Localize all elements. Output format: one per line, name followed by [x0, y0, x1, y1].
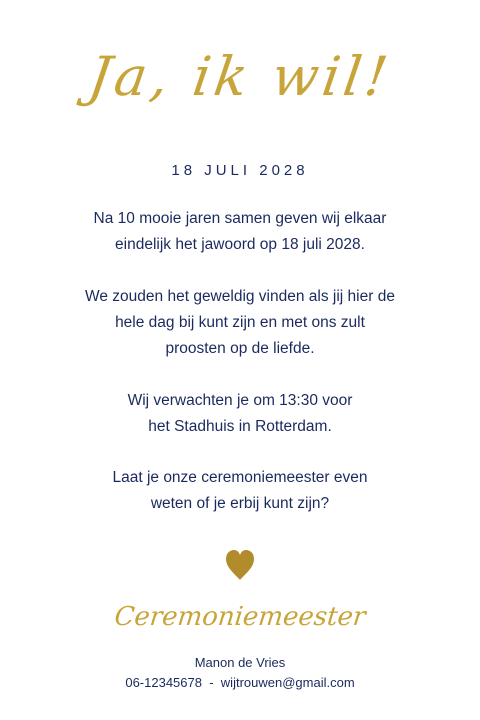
- contact-phone: 06-12345678: [125, 675, 202, 690]
- paragraph-line: Na 10 mooie jaren samen geven wij elkaar: [93, 210, 387, 227]
- signature-ceremoniemeester: Ceremoniemeester: [112, 602, 368, 632]
- paragraph-line: eindelijk het jawoord op 18 juli 2028.: [115, 236, 365, 253]
- paragraph-announcement: [60, 206, 420, 258]
- contact-name: Manon de Vries: [194, 655, 286, 670]
- contact-separator: -: [209, 675, 214, 690]
- paragraph-invitation: [60, 284, 420, 362]
- wedding-date: 18 JULI 2028: [171, 162, 309, 179]
- paragraph-line: We zouden het geweldig vinden als jij hier de: [85, 288, 395, 305]
- paragraph-line: Laat je onze ceremoniemeester even: [112, 469, 368, 486]
- paragraph-location: [60, 388, 420, 440]
- paragraph-line: het Stadhuis in Rotterdam.: [148, 418, 332, 435]
- paragraph-line: proosten op de liefde.: [165, 340, 315, 357]
- paragraph-line: Wij verwachten je om 13:30 voor: [127, 392, 353, 409]
- contact-email: wijtrouwen@gmail.com: [220, 675, 355, 690]
- paragraph-line: weten of je erbij kunt zijn?: [150, 495, 330, 512]
- heart-icon: [224, 548, 256, 582]
- contact-line: [0, 675, 480, 690]
- card-title: Ja, ik wil!: [84, 45, 396, 108]
- paragraph-rsvp: [60, 465, 420, 517]
- paragraph-line: hele dag bij kunt zijn en met ons zult: [115, 314, 365, 331]
